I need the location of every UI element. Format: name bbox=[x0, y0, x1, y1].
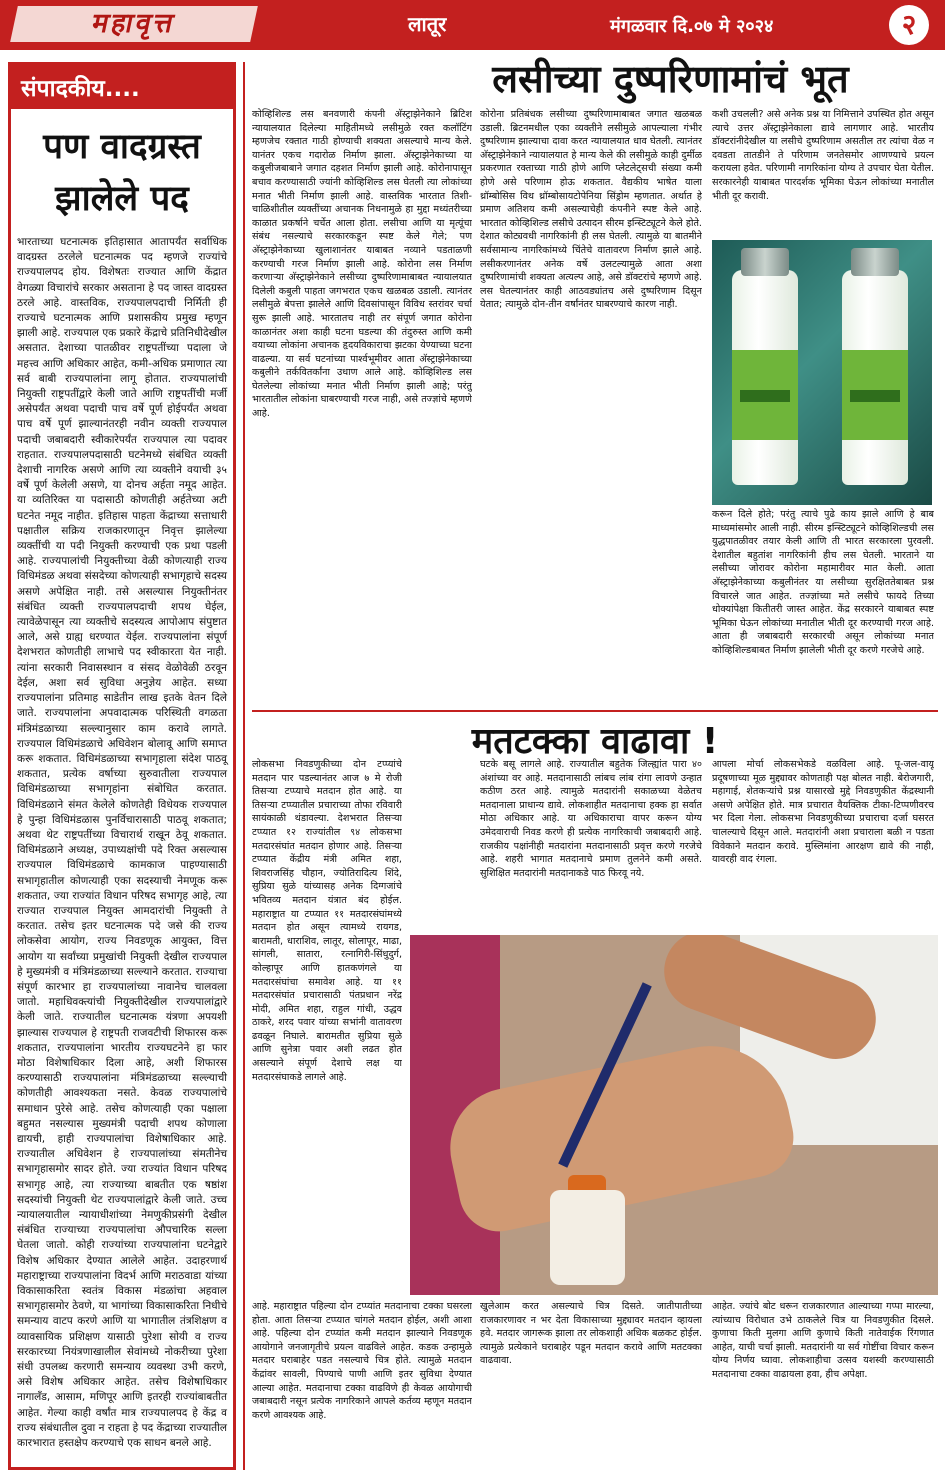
editorial-body: भारताच्या घटनात्मक इतिहासात आतापर्यंत सर्वाधिक वादग्रस्त ठरलेले घटनात्मक पद म्हणजे राज्यांचे राज्यपालपद होय. विशेषतः राज्यात आणि केंद्रात वेगळ्या विचारांचे सरकार असताना हे पद जास्त वादग्रस्त ठरले आहे. वास्तविक, राज्यपालपदाची निर्मिती ही राज्याचे घटनात्मक आणि प्रशासकीय प्रमुख म्हणून झाली आहे. राज्यपाल एक प्रकारे केंद्राचे प्रतिनिधीदेखील असतात. देशाच्या पातळीवर राष्ट्रपतींच्या पदाला जे महत्त्व आणि अधिकार आहेत, कमी-अधिक प्रमाणात त्या सर्व बाबी राज्यपालांना लागू होतात. राज्यपालांची नियुक्ती राष्ट्रपतींद्वारे केली जाते आणि राष्ट्रपतींची मर्जी असेपर्यंत अथवा पदाची पाच वर्षे पूर्ण होईपर्यंत अथवा पाच वर्षे पूर्ण झाल्यानंतरही नवीन व्यक्ती राज्यपाल पदाची जबाबदारी स्वीकारेपर्यंत राज्यपाल त्या पदावर राहतात. राज्यपालपदासाठी घटनेमध्ये संबंधित व्यक्ती देशाची नागरिक असणे आणि त्या व्यक्तीने वयाची ३५ वर्षे पूर्ण केलेली असणे, या दोनच अर्हता नमूद आहेत. या व्यतिरिक्त या पदासाठी कोणतीही अर्हतेच्या अटी घटनेत नमूद नाहीत. इतिहास पाहता केंद्राच्या सत्ताधारी पक्षातील सक्रिय राजकारणातून निवृत्त झालेल्या व्यक्तींची या पदी नियुक्ती करण्याची एक प्रथा पडली आहे. राज्यपालांची नियुक्तीच्या वेळी कोणत्याही राज्य विधिमंडळ अथवा संसदेच्या कोणत्याही सभागृहाचे सदस्य असणे अपेक्षित नाही. तसे असल्यास नियुक्तीनंतर संबंधित व्यक्ती राज्यपालपदाची शपथ घेईल, त्यावेळेपासून त्या व्यक्तीचे सदस्यत्व आपोआप संपुष्टात आले, असे ग्राह्य धरण्यात येईल. राज्यपालांना संपूर्ण देशभरात कोणतीही लाभाचे पद स्वीकारता येत नाही. त्यांना सरकारी निवासस्थान व संसद वेळोवेळी ठरवून देईल, अशा सर्व सुविधा अनुज्ञेय आहेत. सध्या राज्यपालांना प्रतिमाह साडेतीन लाख इतके वेतन दिले जाते. राज्यपालांना अपवादात्मक परिस्थिती वगळता मंत्रिमंडळाच्या सल्ल्यानुसार काम करावे लागते. राज्यपाल विधिमंडळाचे अधिवेशन बोलावू आणि समाप्त करू शकतात. विधिमंडळाच्या सभागृहाला संदेश पाठवू शकतात, प्रत्येक वर्षाच्या सुरुवातीला राज्यपाल विधिमंडळाच्या सभागृहांना संबोधित करतात. विधिमंडळाने संमत केलेले कोणतेही विधेयक राज्यपाल हे पुन्हा विधिमंडळास पुनर्विचारासाठी पाठवू शकतात; अथवा थेट राष्ट्रपतींच्या विचारार्थ राखून ठेवू शकतात. विधिमंडळाने अध्यक्ष, उपाध्यक्षांची पदे रिक्त असल्यास राज्यपाल विधिमंडळाचे कामकाज पाहण्यासाठी सभागृहातील कोणत्याही एका सदस्याची नेमणूक करू शकतात, ज्या राज्यांत विधान परिषद सभागृह आहे, त्या राज्यात राज्यपाल नियुक्त आमदारांची नियुक्ती ते करतात. तसेच इतर घटनात्मक पदे जसे की राज्य लोकसेवा आयोग, राज्य निवडणूक आयुक्त, वित्त आयोग या सर्वांच्या प्रमुखांची नियुक्ती देखील राज्यपाल हे मुख्यमंत्री व मंत्रिमंडळाच्या सल्ल्याने करतात. राज्याचा संपूर्ण कारभार हा राज्यपालांच्या नावानेच चालवला जातो. महाधिवक्त्यांची नियुक्तीदेखील राज्यपालांद्वारे केली जाते. राज्यातील घटनात्मक यंत्रणा अपयशी झाल्यास राज्यपाल हे राष्ट्रपती राजवटीची शिफारस करू शकतात, राज्यपालांना भारतीय राज्यघटनेने हा फार मोठा विशेषाधिकार दिला आहे, अशी शिफारस करण्यासाठी राज्यपालांना मंत्रिमंडळाच्या सल्ल्याची कोणतीही आवश्यकता नसते. केवळ राज्यपालांचे समाधान पुरेसे आहे. तसेच कोणत्याही एका पक्षाला बहुमत नसल्यास मुख्यमंत्री पदाची शपथ कोणाला द्यायची, हाही राज्यपालांचा विशेषाधिकार आहे. राज्यातील अधिवेशन हे राज्यपालांच्या संमतीनेच सभागृहासमोर सादर होते. ज्या राज्यांत विधान परिषद सभागृह आहे, त्या राज्याच्या बाबतीत एक षष्ठांश सदस्यांची नियुक्ती थेट राज्यपालांद्वारे केली जाते. उच्च न्यायालयातील न्यायाधीशांच्या नेमणुकीप्रसंगी देखील संबंधित राज्याच्या राज्यपालांचा औपचारिक सल्ला घेतला जातो. कोही राज्यांच्या राज्यपालांना घटनेद्वारे विशेष अधिकार देण्यात आलेले आहेत. उदाहरणार्थ महाराष्ट्राच्या राज्यपालांना विदर्भ आणि मराठवाडा यांच्या विकासाकरिता स्वतंत्र विकास मंडळांचा अहवाल सभागृहासमोर ठेवणे, या भागांच्या विकासाकरिता निधीचे समन्याय वाटप करणे आणि या भागातील तंत्रशिक्षण व व्यावसायिक प्रशिक्षण यासाठी पुरेशा सोयी व राज्य सरकारच्या नियंत्रणाखालील सेवांमध्ये नोकरीच्या पुरेशा संधी उपलब्ध करणारी समन्याय व्यवस्था उभी करणे, असे विशेष अधिकार आहेत. तसेच विशेषाधिकार नागालँड, आसाम, मणिपूर आणि इतरही राज्यांबाबतीत आहेत. गेल्या काही वर्षांत मात्र राज्यपालपद हे केंद्र व राज्य संबंधातील दुवा न राहता हे पद केंद्राच्या राज्यातील कारभारात हस्तक्षेप करण्याचे एक साधन बनले आहे. bbox=[17, 236, 227, 1450]
editorial-title: पण वादग्रस्त झालेले पद bbox=[43, 127, 201, 219]
vaccine-article-headline: लसीच्या दुष्परिणामांचं भूत bbox=[492, 57, 849, 101]
voting-article-column-2b: खुलेआम करत असल्याचे चित्र दिसते. जातीपातीच्या राजकारणावर न भर देता विकासाच्या मुद्द्यावर मतदान व्हायला हवे. मतदार जागरूक झाला तर लोकशाही अधिक बळकट होईल. त्यामुळे प्रत्येकाने घराबाहेर पडून मतदान करावे आणि मतटक्का वाढवावा. bbox=[480, 1301, 702, 1367]
edition-city: लातूर bbox=[408, 12, 447, 36]
page-header bbox=[0, 0, 945, 50]
vaccine-article-column-3b: करून दिले होते; परंतु त्याचे पुढे काय झाले आणि हे बाब माध्यमांसमोर आली नाही. सीरम इन्स्टिट्यूटने कोव्हिशिल्डची लस युद्धपातळीवर तयार केली आणि ती भारत सरकारला पुरवली. देशातील बहुतांश नागरिकांनी हीच लस घेतली. भारताने या लसीच्या जोरावर कोरोना महामारीवर मात केली. आता अ‍ॅस्ट्राझेनेकाच्या कबुलीनंतर या लसीच्या सुरक्षिततेबाबत प्रश्न विचारले जात आहेत. तज्ज्ञांच्या मते लसीचे फायदे तिच्या धोक्यांपेक्षा कितीतरी जास्त आहेत. केंद्र सरकारने याबाबत स्पष्ट भूमिका घेऊन लोकांच्या मनातील भीती दूर करण्याची गरज आहे. आता ही जबाबदारी सरकारची असून लोकांच्या मनात कोव्हिशिल्डबाबत निर्माण झालेली भीती दूर करणे गरजेचे आहे. bbox=[712, 509, 934, 656]
voter-ink-photo bbox=[410, 935, 938, 1295]
editorial-box bbox=[8, 62, 236, 1470]
voting-article-column-1: लोकसभा निवडणुकीच्या दोन टप्प्यांचे मतदान पार पडल्यानंतर आज ७ मे रोजी तिसऱ्या टप्प्याचे मतदान होत आहे. या तिसऱ्या टप्प्यातील प्रचाराच्या तोफा रविवारी सायंकाळी थंडावल्या. देशभरात तिसऱ्या टप्प्यात १२ राज्यांतील ९४ लोकसभा मतदारसंघांत मतदान होणार आहे. तिसऱ्या टप्प्यात केंद्रीय मंत्री अमित शहा, शिवराजसिंह चौहान, ज्योतिरादित्य शिंदे, सुप्रिया सुळे यांच्यासह अनेक दिग्गजांचे भवितव्य मतदान यंत्रात बंद होईल. महाराष्ट्रात या टप्प्यात ११ मतदारसंघांमध्ये मतदान होत असून त्यामध्ये रायगड, बारामती, धाराशिव, लातूर, सोलापूर, माढा, सांगली, सातारा, रत्नागिरी-सिंधुदुर्ग, कोल्हापूर आणि हातकणंगले या मतदारसंघांचा समावेश आहे. या ११ मतदारसंघांत प्रचारासाठी पंतप्रधान नरेंद्र मोदी, अमित शहा, राहुल गांधी, उद्धव ठाकरे, शरद पवार यांच्या सभांनी वातावरण ढवळून निघाले. बारामतीत सुप्रिया सुळे आणि सुनेत्रा पवार अशी लढत होत असल्याने संपूर्ण देशाचे लक्ष या मतदारसंघाकडे लागले आहे. bbox=[252, 759, 402, 1083]
voting-article-column-2: घटके बसू लागले आहे. राज्यातील बहुतेक जिल्ह्यांत पारा ४० अंशांच्या वर आहे. मतदानासाठी लांबच लांब रांगा लावणे उन्हात कठीण ठरत आहे. त्यामुळे मतदारांनी सकाळच्या वेळेतच मतदानाला प्राधान्य द्यावे. लोकशाहीत मतदानाचा हक्क हा सर्वात मोठा अधिकार आहे. या अधिकाराचा वापर करून योग्य उमेदवाराची निवड करणे ही प्रत्येक नागरिकाची जबाबदारी आहे. राजकीय पक्षांनीही मतदारांना मतदानासाठी प्रवृत्त करणे गरजेचे आहे. शहरी भागात मतदानाचे प्रमाण तुलनेने कमी असते. सुशिक्षित मतदारांनी मतदानाकडे पाठ फिरवू नये. bbox=[480, 759, 702, 879]
voting-article-headline: मतटक्का वाढावा ! bbox=[471, 721, 719, 762]
publication-date: मंगळवार दि.०७ मे २०२४ bbox=[610, 16, 774, 37]
editorial-section-label: संपादकीय.... bbox=[11, 65, 233, 109]
voting-article-column-3: आपला मोर्चा लोकसभेकडे वळविला आहे. पू-जल-वायू प्रदूषणाच्या मूळ मुद्द्यावर कोणताही पक्ष बोलत नाही. बेरोजगारी, महागाई, शेतकऱ्यांचे प्रश्न यासारखे मुद्दे निवडणुकीत केंद्रस्थानी असणे अपेक्षित होते. मात्र प्रचारात वैयक्तिक टीका-टिप्पणीवरच भर दिला गेला. लोकसभा निवडणुकीच्या प्रचाराचा दर्जा घसरत चालल्याचे दिसून आले. मतदारांनी अशा प्रचाराला बळी न पडता विवेकाने मतदान करावे. मुस्लिमांना आरक्षण द्यावे की नाही, यावरही वाद रंगला. bbox=[712, 759, 934, 866]
voting-article-column-1b: आहे. महाराष्ट्रात पहिल्या दोन टप्प्यांत मतदानाचा टक्का घसरला होता. आता तिसऱ्या टप्प्यात चांगले मतदान होईल, अशी आशा आहे. पहिल्या दोन टप्प्यांत कमी मतदान झाल्याने निवडणूक आयोगाने जनजागृतीचे प्रयत्न वाढविले आहेत. कडक उन्हामुळे मतदार घराबाहेर पडत नसल्याचे चित्र होते. त्यामुळे मतदान केंद्रांवर सावली, पिण्याचे पाणी आणि इतर सुविधा देण्यात आल्या आहेत. मतदानाचा टक्का वाढविणे ही केवळ आयोगाची जबाबदारी नसून प्रत्येक नागरिकाने आपले कर्तव्य म्हणून मतदान करणे आवश्यक आहे. bbox=[252, 1301, 472, 1421]
column-divider bbox=[243, 62, 245, 1470]
page-number: २ bbox=[889, 5, 929, 45]
voting-article-column-3b: आहेत. ज्यांचे बोट धरून राजकारणात आल्याच्या गप्पा मारल्या, त्यांच्याच विरोधात उभे ठाकलेले चित्र या निवडणुकीत दिसले. कुणाचा किती मुलगा आणि कुणाचे किती नातेवाईक रिंगणात आहेत, याची चर्चा झाली. मतदारांनी या सर्व गोष्टींचा विचार करून योग्य निर्णय घ्यावा. लोकशाहीचा उत्सव यशस्वी करण्यासाठी मतदानाचा टक्का वाढायला हवा, हीच अपेक्षा. bbox=[712, 1301, 934, 1380]
masthead-logo: महावृत्त bbox=[10, 6, 258, 42]
vaccine-article-column-2: कोरोना प्रतिबंधक लसीच्या दुष्परिणामाबाबत जगात खळबळ उडाली. ब्रिटनमधील एका व्यक्तीने लसीमुळे आपल्याला गंभीर दुष्परिणाम झाल्याचा दावा करत न्यायालयात धाव घेतली. त्यानंतर अ‍ॅस्ट्राझेनेकाने न्यायालयात हे मान्य केले की लसीमुळे काही दुर्मीळ प्रकरणात रक्ताच्या गाठी होणे आणि प्लेटलेट्सची संख्या कमी होणे असे परिणाम होऊ शकतात. वैद्यकीय भाषेत याला थ्रॉम्बोसिस विथ थ्रॉम्बोसायटोपेनिया सिंड्रोम म्हणतात. अर्थात हे प्रमाण अतिशय कमी असल्याचेही कंपनीने स्पष्ट केले आहे. भारतात कोव्हिशिल्ड लसीचे उत्पादन सीरम इन्स्टिट्यूटने केले होते. देशात कोट्यवधी नागरिकांनी ही लस घेतली. त्यामुळे या बातमीने सर्वसामान्य नागरिकांमध्ये चिंतेचे वातावरण निर्माण झाले आहे. लसीकरणानंतर अनेक वर्षे उलटल्यामुळे आता अशा दुष्परिणामांची शक्यता अत्यल्प आहे, असे डॉक्टरांचे म्हणणे आहे. लस घेतल्यानंतर काही आठवड्यांतच असे दुष्परिणाम दिसून येतात; त्यामुळे दोन-तीन वर्षांनंतर घाबरण्याचे कारण नाही. bbox=[480, 109, 702, 311]
vaccine-article-column-3: कशी उचलली? असे अनेक प्रश्न या निमित्ताने उपस्थित होत असून त्याचे उत्तर अ‍ॅस्ट्राझेनेकाला द्यावे लागणार आहे. भारतीय डॉक्टरांनीदेखील या लसीचे दुष्परिणाम असतील तर त्यांचा वेळ न दवडता तातडीने ते परिणाम जनतेसमोर आणण्याचे प्रयत्न करायला हवेत. परिणामी नागरिकांना योग्य ते उपचार घेता येतील. सरकारनेही याबाबत पारदर्शक भूमिका घेऊन लोकांच्या मनातील भीती दूर करावी. bbox=[712, 109, 934, 202]
vaccine-vials-photo bbox=[712, 240, 932, 505]
vaccine-article-column-1: कोव्हिशिल्ड लस बनवणारी कंपनी अ‍ॅस्ट्राझेनेकाने ब्रिटिश न्यायालयात दिलेल्या माहितीमध्ये लसीमुळे रक्त कलॉटिंग म्हणजेच रक्तात गाठी होण्याची शक्यता असल्याचे मान्य केले. यानंतर एकच गदारोळ निर्माण झाला. अ‍ॅस्ट्राझेनेकाच्या या कबुलीजबाबाने जगात दहशत निर्माण झाली आहे. कोरोनापासून बचाव करण्यासाठी ज्यांनी कोव्हिशिल्ड लस घेतली त्या लोकांच्या मनात भीती निर्माण झाली आहे. वास्तविक भारतात तिशी-चाळिशीतील व्यक्तींच्या अचानक निधनामुळे हा मुद्दा मध्यंतरीच्या काळात प्रकर्षाने चर्चेत आला होता. लसीचा आणि या मृत्यूंचा संबंध नसल्याचे सरकारकडून स्पष्ट केले गेले; पण अ‍ॅस्ट्राझेनेकाच्या खुलाशानंतर याबाबत नव्याने पडताळणी करण्याची गरज निर्माण झाली आहे. कोरोना लस निर्माण करणाऱ्या अ‍ॅस्ट्राझेनेकाने लसीच्या दुष्परिणामाबाबत न्यायालयात दिलेली कबुली पाहता जगभरात एकच खळबळ उडाली. त्यानंतर लसीमुळे बेपत्ता झालेले आणि दिवसांपासून विविध स्तरांवर चर्चा सुरू झाली आहे. भारतातच नाही तर संपूर्ण जगात कोरोना काळानंतर अशा काही घटना घडल्या की तंदुरुस्त आणि कमी वयाच्या लोकांना अचानक हृदयविकाराचा झटका येण्याच्या घटना वाढल्या. या सर्व घटनांच्या पार्श्वभूमीवर आता अ‍ॅस्ट्राझेनेकाच्या कबुलीने तर्कवितर्कांना उधाण आले आहे. कोव्हिशिल्ड लस घेतलेल्या लोकांच्या मनात भीती निर्माण झाली आहे; परंतु भारतातील लोकांना घाबरण्याची गरज नाही, असे तज्ज्ञांचे म्हणणे आहे. bbox=[252, 109, 472, 420]
section-divider bbox=[252, 710, 938, 712]
